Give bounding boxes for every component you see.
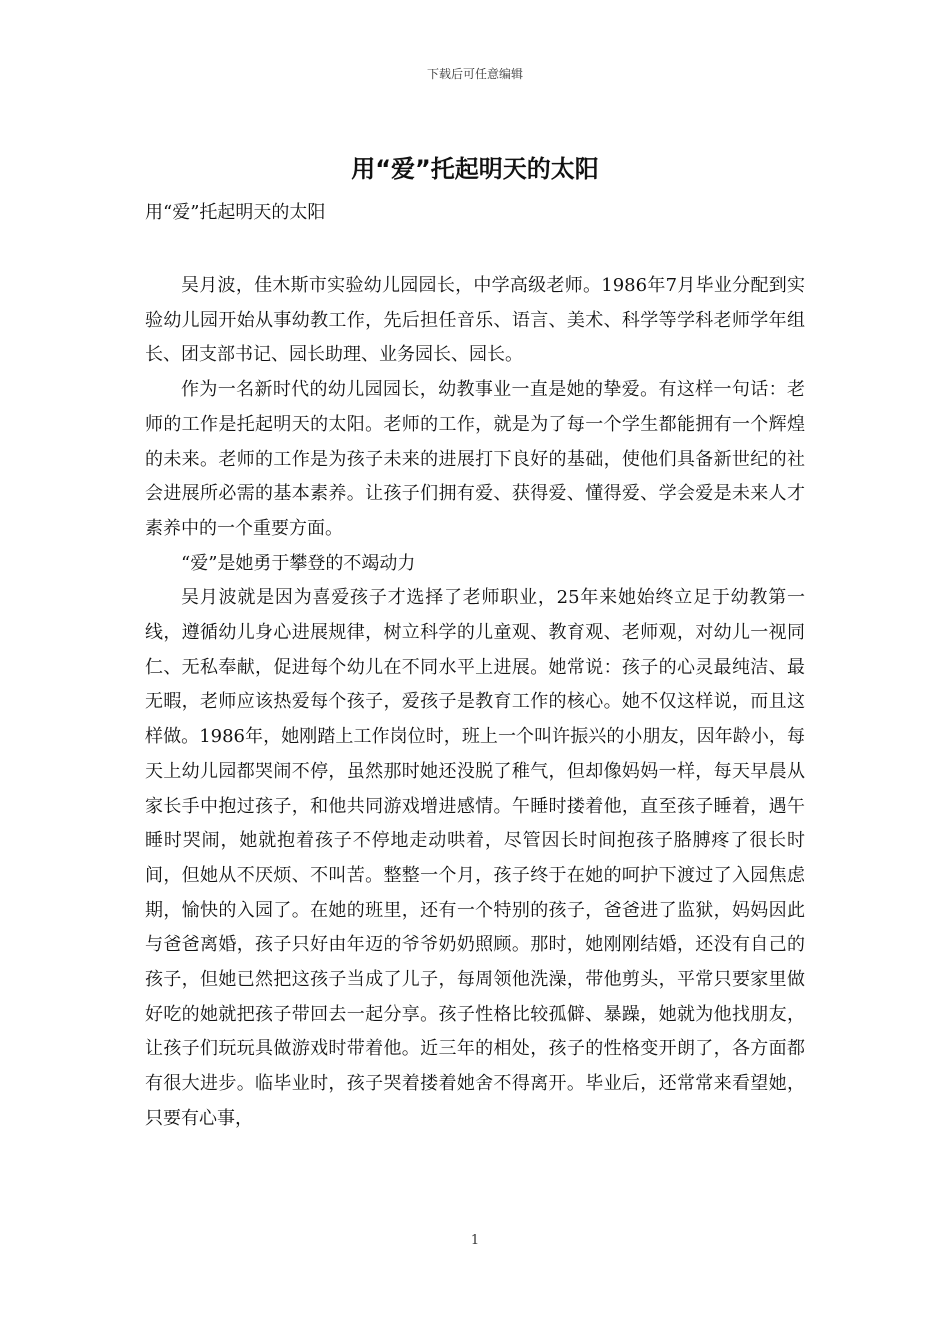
paragraph-story: 吴月波就是因为喜爱孩子才选择了老师职业，25年来她始终立足于幼教第一线，遵循幼儿身心进展规律，树立科学的儿童观、教育观、老师观，对幼儿一视同仁、无私奉献，促进每个幼儿在不同水平上进展。她常说：孩子的心灵最纯洁、最无暇，老师应该热爱每个孩子，爱孩子是教育工作的核心。她不仅这样说，而且这样做。1986年，她刚踏上工作岗位时，班上一个叫许振兴的小朋友，因年龄小，每天上幼儿园都哭闹不停，虽然那时她还没脱了稚气，但却像妈妈一样，每天早晨从家长手中抱过孩子，和他共同游戏增进感情。午睡时搂着他，直至孩子睡着，遇午睡时哭闹，她就抱着孩子不停地走动哄着，尽管因长时间抱孩子胳膊疼了很长时间，但她从不厌烦、不叫苦。整整一个月，孩子终于在她的呵护下渡过了入园焦虑期，愉快的入园了。在她的班里，还有一个特别的孩子，爸爸进了监狱，妈妈因此与爸爸离婚，孩子只好由年迈的爷爷奶奶照顾。那时，她刚刚结婚，还没有自己的孩子，但她已然把这孩子当成了儿子，每周领他洗澡，带他剪头，平常只要家里做好吃的她就把孩子带回去一起分享。孩子性格比较孤僻、暴躁，她就为他找朋友，让孩子们玩玩具做游戏时带着他。近三年的相处，孩子的性格变开朗了，各方面都有很大进步。临毕业时，孩子哭着搂着她舍不得离开。毕业后，还常常来看望她，只要有心事， <box>145 587 805 1129</box>
document-subtitle: 用“爱”托起明天的太阳 <box>145 202 326 223</box>
header-note: 下载后可任意编辑 <box>426 67 523 81</box>
document-body <box>145 269 805 1137</box>
section-heading: “爱”是她勇于攀登的不竭动力 <box>181 552 416 574</box>
page-number: 1 <box>470 1233 480 1248</box>
paragraph-mission: 作为一名新时代的幼儿园园长，幼教事业一直是她的挚爱。有这样一句话：老师的工作是托起明天的太阳。老师的工作，就是为了每一个学生都能拥有一个辉煌的未来。老师的工作是为孩子未来的进展打下良好的基础，使他们具备新世纪的社会进展所必需的基本素养。让孩子们拥有爱、获得爱、懂得爱、学会爱是未来人才素养中的一个重要方面。 <box>145 379 805 539</box>
document-title: 用“爱”托起明天的太阳 <box>351 155 599 183</box>
paragraph-intro: 吴月波，佳木斯市实验幼儿园园长，中学高级老师。1986年7月毕业分配到实验幼儿园开始从事幼教工作，先后担任音乐、语言、美术、科学等学科老师学年组长、团支部书记、园长助理、业务园长、园长。 <box>145 275 805 366</box>
